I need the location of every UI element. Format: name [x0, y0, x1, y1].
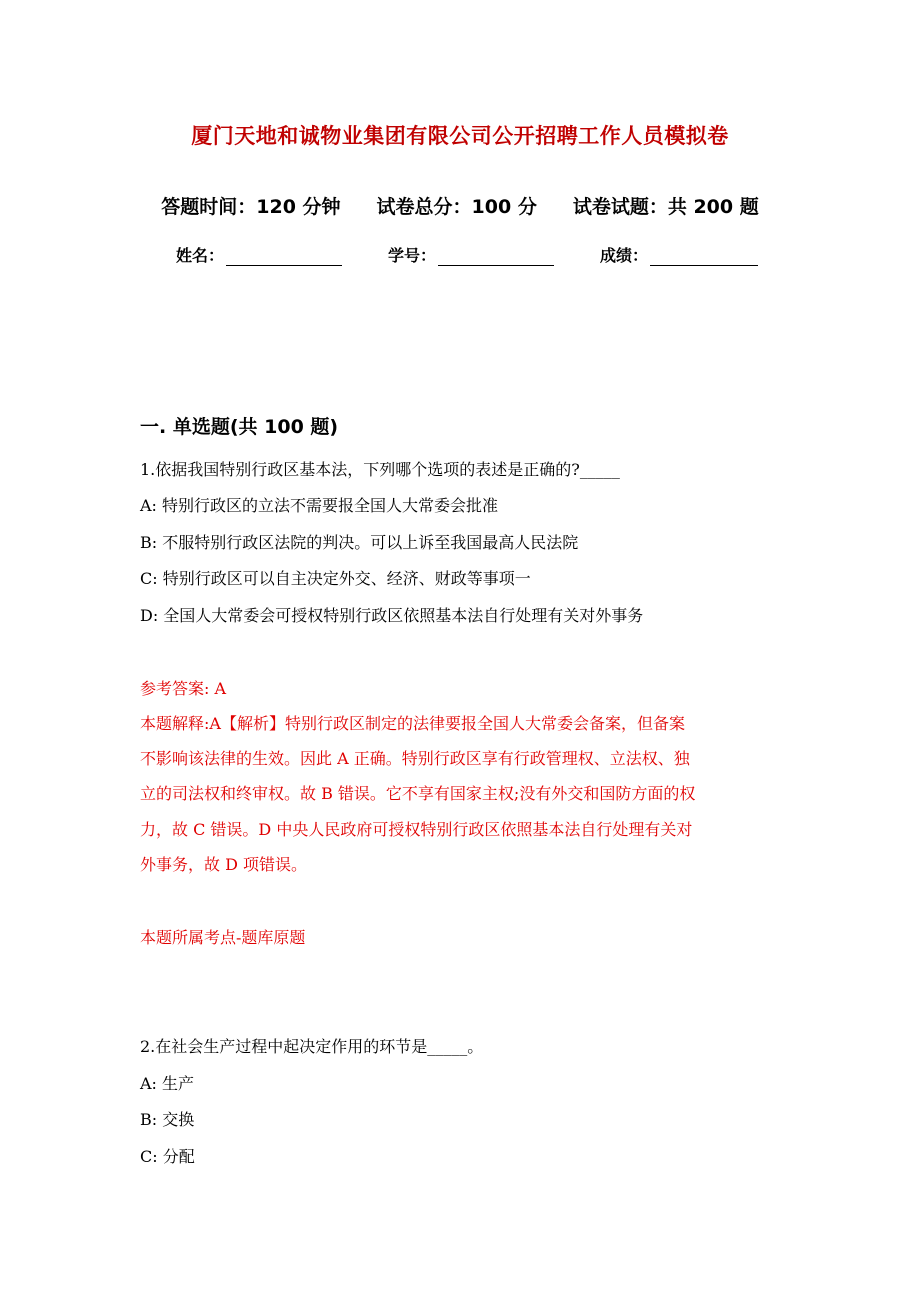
exam-duration: 答题时间：120 分钟	[161, 196, 341, 218]
option-c: C: 特别行政区可以自主决定外交、经济、财政等事项一	[140, 569, 531, 588]
student-info	[176, 243, 776, 266]
name-blank[interactable]	[226, 247, 342, 266]
exam-meta	[0, 192, 920, 219]
option-a: A: 生产	[140, 1074, 195, 1093]
question-stem: 1.依据我国特别行政区基本法，下列哪个选项的表述是正确的?_____	[140, 460, 620, 479]
explanation-line: 力，故 C 错误。D 中央人民政府可授权特别行政区依照基本法自行处理有关对	[140, 820, 693, 839]
student-id-field[interactable]	[388, 243, 554, 266]
exam-question-count: 试卷试题：共 200 题	[572, 196, 759, 218]
score-blank[interactable]	[650, 247, 758, 266]
option-c: C: 分配	[140, 1147, 195, 1166]
answer: 参考答案: A	[140, 679, 227, 698]
option-d: D: 全国人大常委会可授权特别行政区依照基本法自行处理有关对外事务	[140, 606, 644, 625]
option-b: B: 不服特别行政区法院的判决。可以上诉至我国最高人民法院	[140, 533, 579, 552]
student-id-label: 学号：	[388, 246, 437, 265]
name-label: 姓名：	[176, 246, 225, 265]
explanation-line: 外事务，故 D 项错误。	[140, 855, 308, 874]
student-id-blank[interactable]	[438, 247, 554, 266]
option-a: A: 特别行政区的立法不需要报全国人大常委会批准	[140, 496, 499, 515]
name-field[interactable]	[176, 243, 342, 266]
explanation-line: 立的司法权和终审权。故 B 错误。它不享有国家主权;没有外交和国防方面的权	[140, 784, 696, 803]
score-label: 成绩：	[600, 246, 649, 265]
explanation-line: 本题解释:A【解析】特别行政区制定的法律要报全国人大常委会备案，但备案	[140, 714, 685, 733]
exam-title: 厦门天地和诚物业集团有限公司公开招聘工作人员模拟卷	[191, 124, 729, 148]
option-b: B: 交换	[140, 1110, 195, 1129]
question-source: 本题所属考点-题库原题	[140, 928, 306, 947]
explanation-line: 不影响该法律的生效。因此 A 正确。特别行政区享有行政管理权、立法权、独	[140, 749, 690, 768]
question-stem: 2.在社会生产过程中起决定作用的环节是_____。	[140, 1037, 484, 1056]
exam-total-score: 试卷总分：100 分	[376, 196, 537, 218]
score-field[interactable]	[600, 243, 758, 266]
section-title: 一. 单选题(共 100 题)	[140, 416, 339, 438]
